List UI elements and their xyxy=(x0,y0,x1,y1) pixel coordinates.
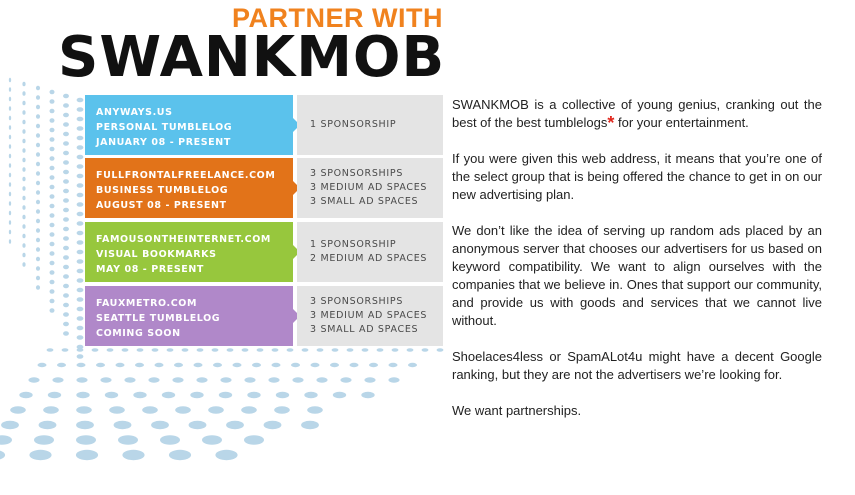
grid-dot xyxy=(272,348,279,351)
grid-dot xyxy=(22,234,25,239)
listing-site-type: PERSONAL TUMBLELOG xyxy=(96,122,233,133)
grid-dot xyxy=(76,392,89,398)
listing-site-name: ANYWAYS.US xyxy=(96,107,173,118)
grid-dot xyxy=(19,392,32,398)
listing-site-dates: AUGUST 08 - PRESENT xyxy=(96,200,227,211)
grid-dot xyxy=(9,78,11,83)
grid-dot xyxy=(9,211,11,216)
grid-dot xyxy=(34,435,54,444)
grid-dot xyxy=(9,116,11,121)
listing-offers xyxy=(297,222,443,282)
grid-dot xyxy=(39,421,57,429)
listing-offers xyxy=(297,95,443,155)
grid-dot xyxy=(48,392,61,398)
listing-site-type: BUSINESS TUMBLELOG xyxy=(96,185,229,196)
grid-dot xyxy=(10,406,26,413)
grid-dot xyxy=(9,220,11,225)
grid-dot xyxy=(22,82,25,87)
grid-dot xyxy=(330,363,339,367)
grid-dot xyxy=(76,421,94,429)
grid-dot xyxy=(36,228,40,233)
listing-famousontheinternet xyxy=(85,222,443,282)
grid-dot xyxy=(77,348,84,351)
grid-dot xyxy=(9,97,11,102)
grid-dot xyxy=(233,363,242,367)
grid-dot xyxy=(50,223,55,228)
listing-offers xyxy=(297,286,443,346)
grid-dot xyxy=(392,348,399,351)
copy-paragraph: We don’t like the idea of serving up random ads placed by an anonymous server that chooses our advertisers for us based on keyword compatibility. We want to align ourselves with the companies that we believe in. Ones that support our community, and provide us with goods and services that we cannot live without. xyxy=(452,223,822,328)
grid-dot xyxy=(9,125,11,130)
grid-dot xyxy=(169,450,191,460)
grid-dot xyxy=(257,348,264,351)
grid-dot xyxy=(36,86,40,91)
grid-dot xyxy=(50,166,55,171)
grid-dot xyxy=(50,251,55,256)
grid-dot xyxy=(268,377,279,382)
grid-dot xyxy=(142,406,158,413)
grid-dot xyxy=(252,363,261,367)
grid-dot xyxy=(63,265,69,270)
grid-dot xyxy=(77,297,84,302)
listing-site-dates: JANUARY 08 - PRESENT xyxy=(96,137,231,148)
grid-dot xyxy=(151,421,169,429)
listing-site-dates: COMING SOON xyxy=(96,328,181,339)
grid-dot xyxy=(77,278,84,283)
copy-text: for your entertainment. xyxy=(614,115,749,130)
grid-dot xyxy=(22,205,25,210)
grid-dot xyxy=(77,288,84,293)
grid-dot xyxy=(77,193,84,198)
grid-dot xyxy=(160,435,180,444)
grid-dot xyxy=(137,348,144,351)
grid-dot xyxy=(22,158,25,163)
grid-dot xyxy=(22,215,25,220)
grid-dot xyxy=(36,190,40,195)
listing-site-type: VISUAL BOOKMARKS xyxy=(96,249,217,260)
grid-dot xyxy=(389,363,398,367)
grid-dot xyxy=(208,406,224,413)
grid-dot xyxy=(311,363,320,367)
grid-dot xyxy=(22,91,25,96)
grid-dot xyxy=(0,435,12,444)
copy-paragraph: If you were given this web address, it means that you’re one of the select group that is being offered the chance to get in on our new advertising plan. xyxy=(452,151,822,202)
grid-dot xyxy=(36,152,40,157)
grid-dot xyxy=(122,348,129,351)
grid-dot xyxy=(50,109,55,114)
grid-dot xyxy=(1,421,19,429)
grid-dot xyxy=(272,363,281,367)
grid-dot xyxy=(332,348,339,351)
grid-dot xyxy=(50,242,55,247)
grid-dot xyxy=(50,137,55,142)
grid-dot xyxy=(274,406,290,413)
grid-dot xyxy=(36,200,40,205)
header-subtitle: PARTNER WITH xyxy=(232,3,443,33)
grid-dot xyxy=(9,144,11,149)
grid-dot xyxy=(9,154,11,159)
grid-dot xyxy=(9,163,11,168)
listing-site-name: FULLFRONTALFREELANCE.COM xyxy=(96,170,276,181)
grid-dot xyxy=(22,243,25,248)
grid-dot xyxy=(347,348,354,351)
grid-dot xyxy=(292,377,303,382)
grid-dot xyxy=(189,421,207,429)
grid-dot xyxy=(377,348,384,351)
grid-dot xyxy=(63,208,69,213)
grid-dot xyxy=(22,110,25,115)
copy-paragraph xyxy=(452,96,822,132)
grid-dot xyxy=(22,186,25,191)
listing-site-block xyxy=(85,286,293,346)
grid-dot xyxy=(276,392,289,398)
grid-dot xyxy=(220,377,231,382)
grid-dot xyxy=(63,198,69,203)
grid-dot xyxy=(122,450,144,460)
grid-dot xyxy=(36,181,40,186)
grid-dot xyxy=(422,348,429,351)
grid-dot xyxy=(124,377,135,382)
grid-dot xyxy=(77,354,84,359)
grid-dot xyxy=(50,99,55,104)
grid-dot xyxy=(50,128,55,133)
offer-item: 3 SMALL AD SPACES xyxy=(310,324,419,335)
listing-site-name: FAUXMETRO.COM xyxy=(96,298,198,309)
grid-dot xyxy=(212,348,219,351)
grid-dot xyxy=(155,363,164,367)
listing-anyways xyxy=(85,95,443,155)
grid-dot xyxy=(167,348,174,351)
grid-dot xyxy=(36,285,40,290)
grid-dot xyxy=(77,221,84,226)
grid-dot xyxy=(36,209,40,214)
grid-dot xyxy=(9,192,11,197)
grid-dot xyxy=(9,106,11,111)
grid-dot xyxy=(408,363,417,367)
grid-dot xyxy=(63,151,69,156)
grid-dot xyxy=(362,348,369,351)
grid-dot xyxy=(50,175,55,180)
grid-dot xyxy=(22,167,25,172)
grid-dot xyxy=(36,266,40,271)
grid-dot xyxy=(63,274,69,279)
grid-dot xyxy=(361,392,374,398)
offer-item: 3 SPONSORSHIPS xyxy=(310,168,404,179)
grid-dot xyxy=(77,363,86,367)
grid-dot xyxy=(77,259,84,264)
grid-dot xyxy=(63,94,69,99)
grid-dot xyxy=(76,450,98,460)
grid-dot xyxy=(63,284,69,289)
grid-dot xyxy=(50,90,55,95)
grid-dot xyxy=(63,255,69,260)
copy-paragraph: We want partnerships. xyxy=(452,403,582,418)
grid-dot xyxy=(47,348,54,351)
offer-item: 1 SPONSORSHIP xyxy=(310,239,397,250)
grid-dot xyxy=(77,107,84,112)
grid-dot xyxy=(194,363,203,367)
grid-dot xyxy=(36,276,40,281)
grid-dot xyxy=(77,326,84,331)
grid-dot xyxy=(36,124,40,129)
grid-dot xyxy=(36,95,40,100)
grid-dot xyxy=(22,196,25,201)
grid-dot xyxy=(219,392,232,398)
grid-dot xyxy=(9,230,11,235)
grid-dot xyxy=(287,348,294,351)
grid-dot xyxy=(9,239,11,244)
grid-dot xyxy=(0,450,5,460)
grid-dot xyxy=(63,293,69,298)
grid-dot xyxy=(77,145,84,150)
grid-dot xyxy=(36,257,40,262)
grid-dot xyxy=(22,120,25,125)
grid-dot xyxy=(63,303,69,308)
grid-dot xyxy=(197,348,204,351)
grid-dot xyxy=(190,392,203,398)
grid-dot xyxy=(63,132,69,137)
grid-dot xyxy=(63,103,69,108)
grid-dot xyxy=(77,98,84,103)
grid-dot xyxy=(264,421,282,429)
grid-dot xyxy=(28,377,39,382)
grid-dot xyxy=(77,183,84,188)
grid-dot xyxy=(77,269,84,274)
grid-dot xyxy=(36,219,40,224)
grid-dot xyxy=(307,406,323,413)
grid-dot xyxy=(76,406,92,413)
grid-dot xyxy=(50,213,55,218)
grid-dot xyxy=(202,435,222,444)
grid-dot xyxy=(36,171,40,176)
grid-dot xyxy=(22,139,25,144)
listing-site-type: SEATTLE TUMBLELOG xyxy=(96,313,221,324)
grid-dot xyxy=(22,224,25,229)
grid-dot xyxy=(333,392,346,398)
grid-dot xyxy=(317,348,324,351)
listing-site-dates: MAY 08 - PRESENT xyxy=(96,264,204,275)
grid-dot xyxy=(50,289,55,294)
grid-dot xyxy=(9,87,11,92)
grid-dot xyxy=(77,335,84,340)
grid-dot xyxy=(133,392,146,398)
grid-dot xyxy=(22,177,25,182)
grid-dot xyxy=(36,133,40,138)
copy-paragraph: Shoelaces4less or SpamALot4u might have a decent Google ranking, but they are not the advertisers we’re looking for. xyxy=(452,349,822,382)
grid-dot xyxy=(227,348,234,351)
grid-dot xyxy=(36,162,40,167)
grid-dot xyxy=(350,363,359,367)
grid-dot xyxy=(77,240,84,245)
grid-dot xyxy=(52,377,63,382)
grid-dot xyxy=(29,450,51,460)
offer-item: 3 SMALL AD SPACES xyxy=(310,196,419,207)
grid-dot xyxy=(77,174,84,179)
grid-dot xyxy=(437,348,444,351)
grid-dot xyxy=(77,155,84,160)
grid-dot xyxy=(36,105,40,110)
grid-dot xyxy=(36,114,40,119)
grid-dot xyxy=(22,148,25,153)
grid-dot xyxy=(340,377,351,382)
grid-dot xyxy=(244,377,255,382)
grid-dot xyxy=(76,377,87,382)
intro-copy xyxy=(452,96,822,438)
grid-dot xyxy=(369,363,378,367)
grid-dot xyxy=(22,262,25,267)
listing-fauxmetro xyxy=(85,286,443,346)
grid-dot xyxy=(36,143,40,148)
grid-dot xyxy=(63,217,69,222)
grid-dot xyxy=(50,308,55,313)
listing-site-block xyxy=(85,222,293,282)
grid-dot xyxy=(107,348,114,351)
grid-dot xyxy=(196,377,207,382)
grid-dot xyxy=(36,247,40,252)
grid-dot xyxy=(364,377,375,382)
grid-dot xyxy=(50,270,55,275)
grid-dot xyxy=(175,406,191,413)
grid-dot xyxy=(172,377,183,382)
grid-dot xyxy=(63,189,69,194)
grid-dot xyxy=(22,129,25,134)
grid-dot xyxy=(50,118,55,123)
grid-dot xyxy=(63,322,69,327)
grid-dot xyxy=(388,377,399,382)
offer-item: 2 MEDIUM AD SPACES xyxy=(310,253,428,264)
grid-dot xyxy=(114,421,132,429)
grid-dot xyxy=(301,421,319,429)
grid-dot xyxy=(62,348,69,351)
grid-dot xyxy=(38,363,47,367)
grid-dot xyxy=(36,238,40,243)
grid-dot xyxy=(316,377,327,382)
grid-dot xyxy=(77,126,84,131)
grid-dot xyxy=(241,406,257,413)
listing-site-block xyxy=(85,158,293,218)
grid-dot xyxy=(50,280,55,285)
asterisk-footnote-mark: * xyxy=(607,113,615,133)
header-title: SWANKMOB xyxy=(58,25,446,90)
grid-dot xyxy=(9,201,11,206)
grid-dot xyxy=(244,435,264,444)
grid-dot xyxy=(22,101,25,106)
grid-dot xyxy=(63,122,69,127)
grid-dot xyxy=(100,377,111,382)
listing-fullfrontalfreelance xyxy=(85,158,443,218)
grid-dot xyxy=(50,204,55,209)
grid-dot xyxy=(63,179,69,184)
grid-dot xyxy=(63,312,69,317)
grid-dot xyxy=(9,182,11,187)
grid-dot xyxy=(77,231,84,236)
grid-dot xyxy=(148,377,159,382)
grid-dot xyxy=(174,363,183,367)
grid-dot xyxy=(63,113,69,118)
grid-dot xyxy=(77,316,84,321)
grid-dot xyxy=(50,185,55,190)
grid-dot xyxy=(96,363,105,367)
offer-item: 3 SPONSORSHIPS xyxy=(310,296,404,307)
grid-dot xyxy=(9,135,11,140)
grid-dot xyxy=(63,331,69,336)
grid-dot xyxy=(50,194,55,199)
grid-dot xyxy=(116,363,125,367)
grid-dot xyxy=(152,348,159,351)
grid-dot xyxy=(77,250,84,255)
grid-dot xyxy=(304,392,317,398)
grid-dot xyxy=(43,406,59,413)
grid-dot xyxy=(105,392,118,398)
grid-dot xyxy=(63,246,69,251)
grid-dot xyxy=(77,212,84,217)
grid-dot xyxy=(109,406,125,413)
grid-dot xyxy=(50,261,55,266)
offer-item: 3 MEDIUM AD SPACES xyxy=(310,182,428,193)
grid-dot xyxy=(63,170,69,175)
grid-dot xyxy=(215,450,237,460)
grid-dot xyxy=(76,435,96,444)
grid-dot xyxy=(247,392,260,398)
grid-dot xyxy=(226,421,244,429)
grid-dot xyxy=(57,363,66,367)
grid-dot xyxy=(50,232,55,237)
grid-dot xyxy=(77,117,84,122)
grid-dot xyxy=(9,173,11,178)
grid-dot xyxy=(77,202,84,207)
offer-item: 3 MEDIUM AD SPACES xyxy=(310,310,428,321)
grid-dot xyxy=(50,299,55,304)
grid-dot xyxy=(63,227,69,232)
grid-dot xyxy=(77,164,84,169)
grid-dot xyxy=(407,348,414,351)
grid-dot xyxy=(182,348,189,351)
copy-text: SWANKMOB is a collective of young genius, cranking out the best of the best tumblelogs xyxy=(452,97,822,130)
listing-site-name: FAMOUSONTHEINTERNET.COM xyxy=(96,234,271,245)
grid-dot xyxy=(291,363,300,367)
listing-offers xyxy=(297,158,443,218)
listing-site-block xyxy=(85,95,293,155)
grid-dot xyxy=(135,363,144,367)
grid-dot xyxy=(92,348,99,351)
grid-dot xyxy=(213,363,222,367)
grid-dot xyxy=(63,236,69,241)
offer-item: 1 SPONSORSHIP xyxy=(310,119,397,130)
grid-dot xyxy=(242,348,249,351)
grid-dot xyxy=(77,307,84,312)
grid-dot xyxy=(63,141,69,146)
grid-dot xyxy=(63,160,69,165)
grid-dot xyxy=(50,156,55,161)
grid-dot xyxy=(118,435,138,444)
grid-dot xyxy=(22,253,25,258)
grid-dot xyxy=(50,147,55,152)
grid-dot xyxy=(302,348,309,351)
grid-dot xyxy=(77,136,84,141)
grid-dot xyxy=(162,392,175,398)
